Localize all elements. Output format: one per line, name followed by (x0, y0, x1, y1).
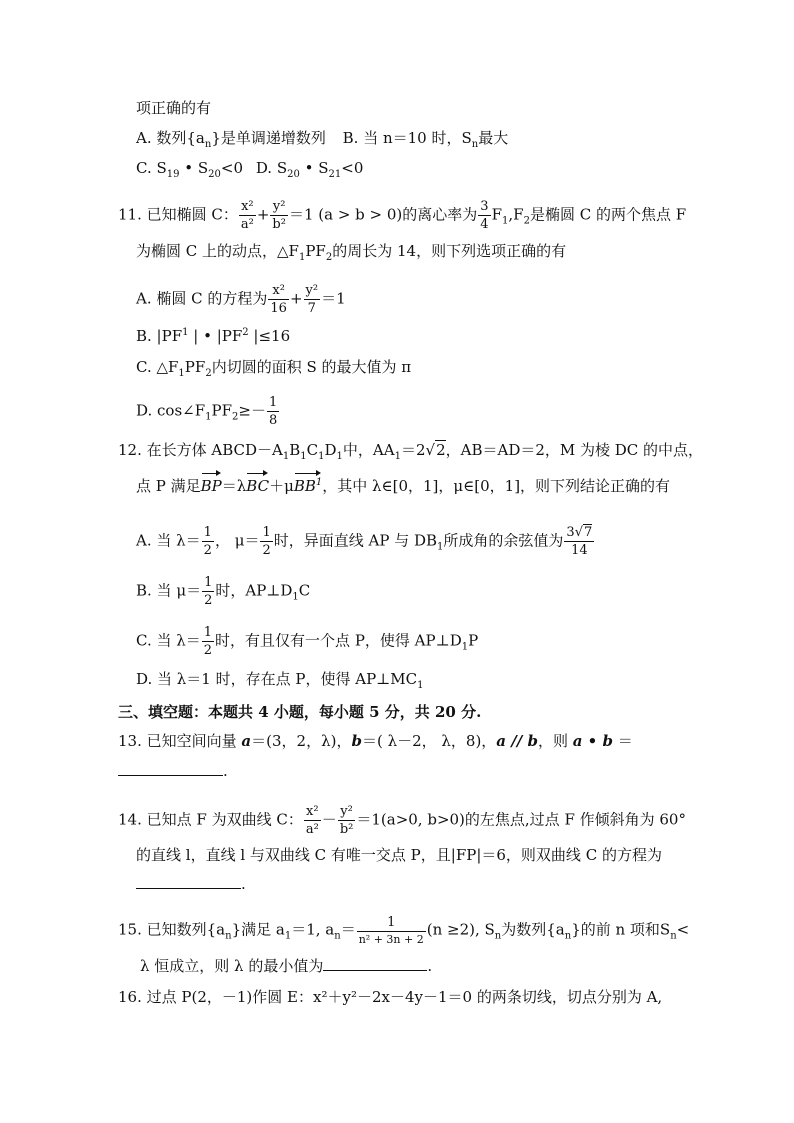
q15-stem-line1: 15. 已知数列$\{a_n\}$满足 $a_1=1$, $a_n=$ $\frac{1}{\text{n² + 3n + 2}}$ (n ≥2), $S_n$为数列$\{a_n\}$的前 n 项和$S_n<$ (118, 915, 690, 946)
q13-answer-line: . (118, 761, 228, 781)
q10-option-c: C. $S_{19}$ • $S_{20}<0$ (136, 159, 244, 180)
vector-bp: BP (200, 477, 222, 495)
q11-fraction-y: $\frac{\text{y²}}{\text{b²}}$ (272, 199, 286, 232)
q10-options-cd (136, 158, 363, 178)
vector-bc: BC (246, 477, 270, 495)
q12-option-d: D. 当 λ＝1 时，存在点 P，使得 $AP\perp MC_1$ (136, 670, 424, 691)
q11-d-fraction: $\frac{1}{8}$ (268, 395, 278, 428)
q14-stem-line1: 14. 已知点 F 为双曲线 C： $\frac{\text{x²}}{\text{a²}}$ － $\frac{\text{y²}}{\text{b²}}$ ＝1(a>0, b>0)的左焦点,过点 F 作倾斜角为 60° (118, 804, 686, 837)
q11-fraction-x: $\frac{\text{x²}}{\text{a²}}$ (240, 199, 254, 232)
q14-stem-line2: 的直线 l，直线 l 与双曲线 C 有唯一交点 P，且|FP|＝6，则双曲线 C 的方程为 (136, 846, 662, 864)
q10-options-ab (136, 128, 508, 148)
q11-stem-line2: 为椭圆 C 上的动点，$\triangle F_1PF_2$的周长为 14，则下列选项正确的有 (136, 242, 567, 263)
q15-fraction: $\frac{1}{\text{n² + 3n + 2}}$ (358, 915, 424, 946)
q10-option-b: B. 当 n＝10 时，$S_n$最大 (342, 129, 509, 150)
q14-answer-line: . (136, 874, 246, 894)
q12-stem-line2: 点 P 满足BP＝λBC＋μBB$^1$，其中 λ∈[0，1]，μ∈[0，1]，则下列结论正确的有 (136, 477, 671, 495)
q12-a-frac1: $\frac{1}{2}$ (203, 525, 212, 558)
q14-answer-blank[interactable] (136, 888, 241, 889)
sqrt-symbol: √ (574, 525, 583, 540)
q12-c-frac: $\frac{1}{2}$ (203, 625, 213, 658)
q14-fraction-y: $\frac{\text{y²}}{\text{b²}}$ (339, 804, 354, 837)
q11-option-b: B. $|PF^1$ | • $|PF^2$ |≤16 (136, 327, 291, 345)
q12-b-frac: $\frac{1}{2}$ (204, 575, 213, 608)
q10-option-a: A. 数列$\{a_n\}$是单调递增数列 (136, 129, 326, 150)
q12-a-cosine: $\frac{3√7}{14}$ (566, 525, 593, 558)
q16-stem: 16. 过点 P(2，－1)作圆 E：x²＋y²－2x－4y－1＝0 的两条切线，切点分别为 A, (118, 988, 663, 1006)
q11-a-fraction-x: $\frac{\text{x²}}{16}$ (270, 283, 287, 316)
q15-answer-blank[interactable] (323, 970, 427, 971)
q11-stem-line1: 11. 已知椭圆 C： $\frac{\text{x²}}{\text{a²}}$ + $\frac{\text{y²}}{\text{b²}}$ ＝1 (a > b > 0)的离心率为 $\frac{3}{4}$ $F_1,F_2$是椭圆 C 的两个焦点 F (118, 199, 687, 232)
q11-option-a: A. 椭圆 C 的方程为 $\frac{\text{x²}}{16}$ + $\frac{\text{y²}}{7}$ ＝1 (136, 283, 346, 316)
q13-answer-blank[interactable] (118, 775, 223, 776)
q10-tail: 项正确的有 (136, 99, 212, 117)
sqrt-symbol: √ (425, 441, 436, 459)
section-heading: 三、填空题：本题共 4 小题，每小题 5 分，共 20 分. (118, 703, 482, 721)
q11-a-fraction-y: $\frac{\text{y²}}{7}$ (305, 283, 319, 316)
q13-stem: 13. 已知空间向量 a＝(3，2，λ)，b＝( λ－2， λ，8)，a // b，则 a • b ＝ (118, 732, 633, 750)
q11-option-c: C. $\triangle F_1PF_2$内切圆的面积 S 的最大值为 π (136, 358, 412, 379)
q15-stem-line2: λ 恒成立，则 λ 的最小值为 . (140, 957, 433, 975)
q12-option-a: A. 当 λ＝ $\frac{1}{2}$ ， μ＝ $\frac{1}{2}$ 时，异面直线 AP 与 $DB_1$所成角的余弦值为 $\frac{3√7}{14}$ (136, 525, 593, 558)
q12-option-c: C. 当 λ＝ $\frac{1}{2}$ 时，有且仅有一个点 P，使得 $AP\perp D_1P$ (136, 625, 479, 658)
q12-option-b: B. 当 μ＝ $\frac{1}{2}$ 时，$AP\perp D_1C$ (136, 575, 311, 608)
q10-option-d: D. $S_{20}$ • $S_{21}<0$ (255, 159, 364, 180)
q12-a-frac2: $\frac{1}{2}$ (262, 525, 271, 558)
q12-stem-line1: 12. 在长方体 $ABCD-A_1B_1C_1D_1$中，$AA_1=2√2$，AB＝AD＝2，M 为棱 DC 的中点， (118, 441, 704, 462)
q11-eccentricity: $\frac{3}{4}$ (480, 199, 489, 232)
q14-fraction-x: $\frac{\text{x²}}{\text{a²}}$ (305, 804, 319, 837)
q11-option-d: D. $\cos\angle F_1PF_2\ge-$ $\frac{1}{8}$ (136, 395, 278, 428)
vector-bb1: $BB^1$ (293, 477, 323, 495)
